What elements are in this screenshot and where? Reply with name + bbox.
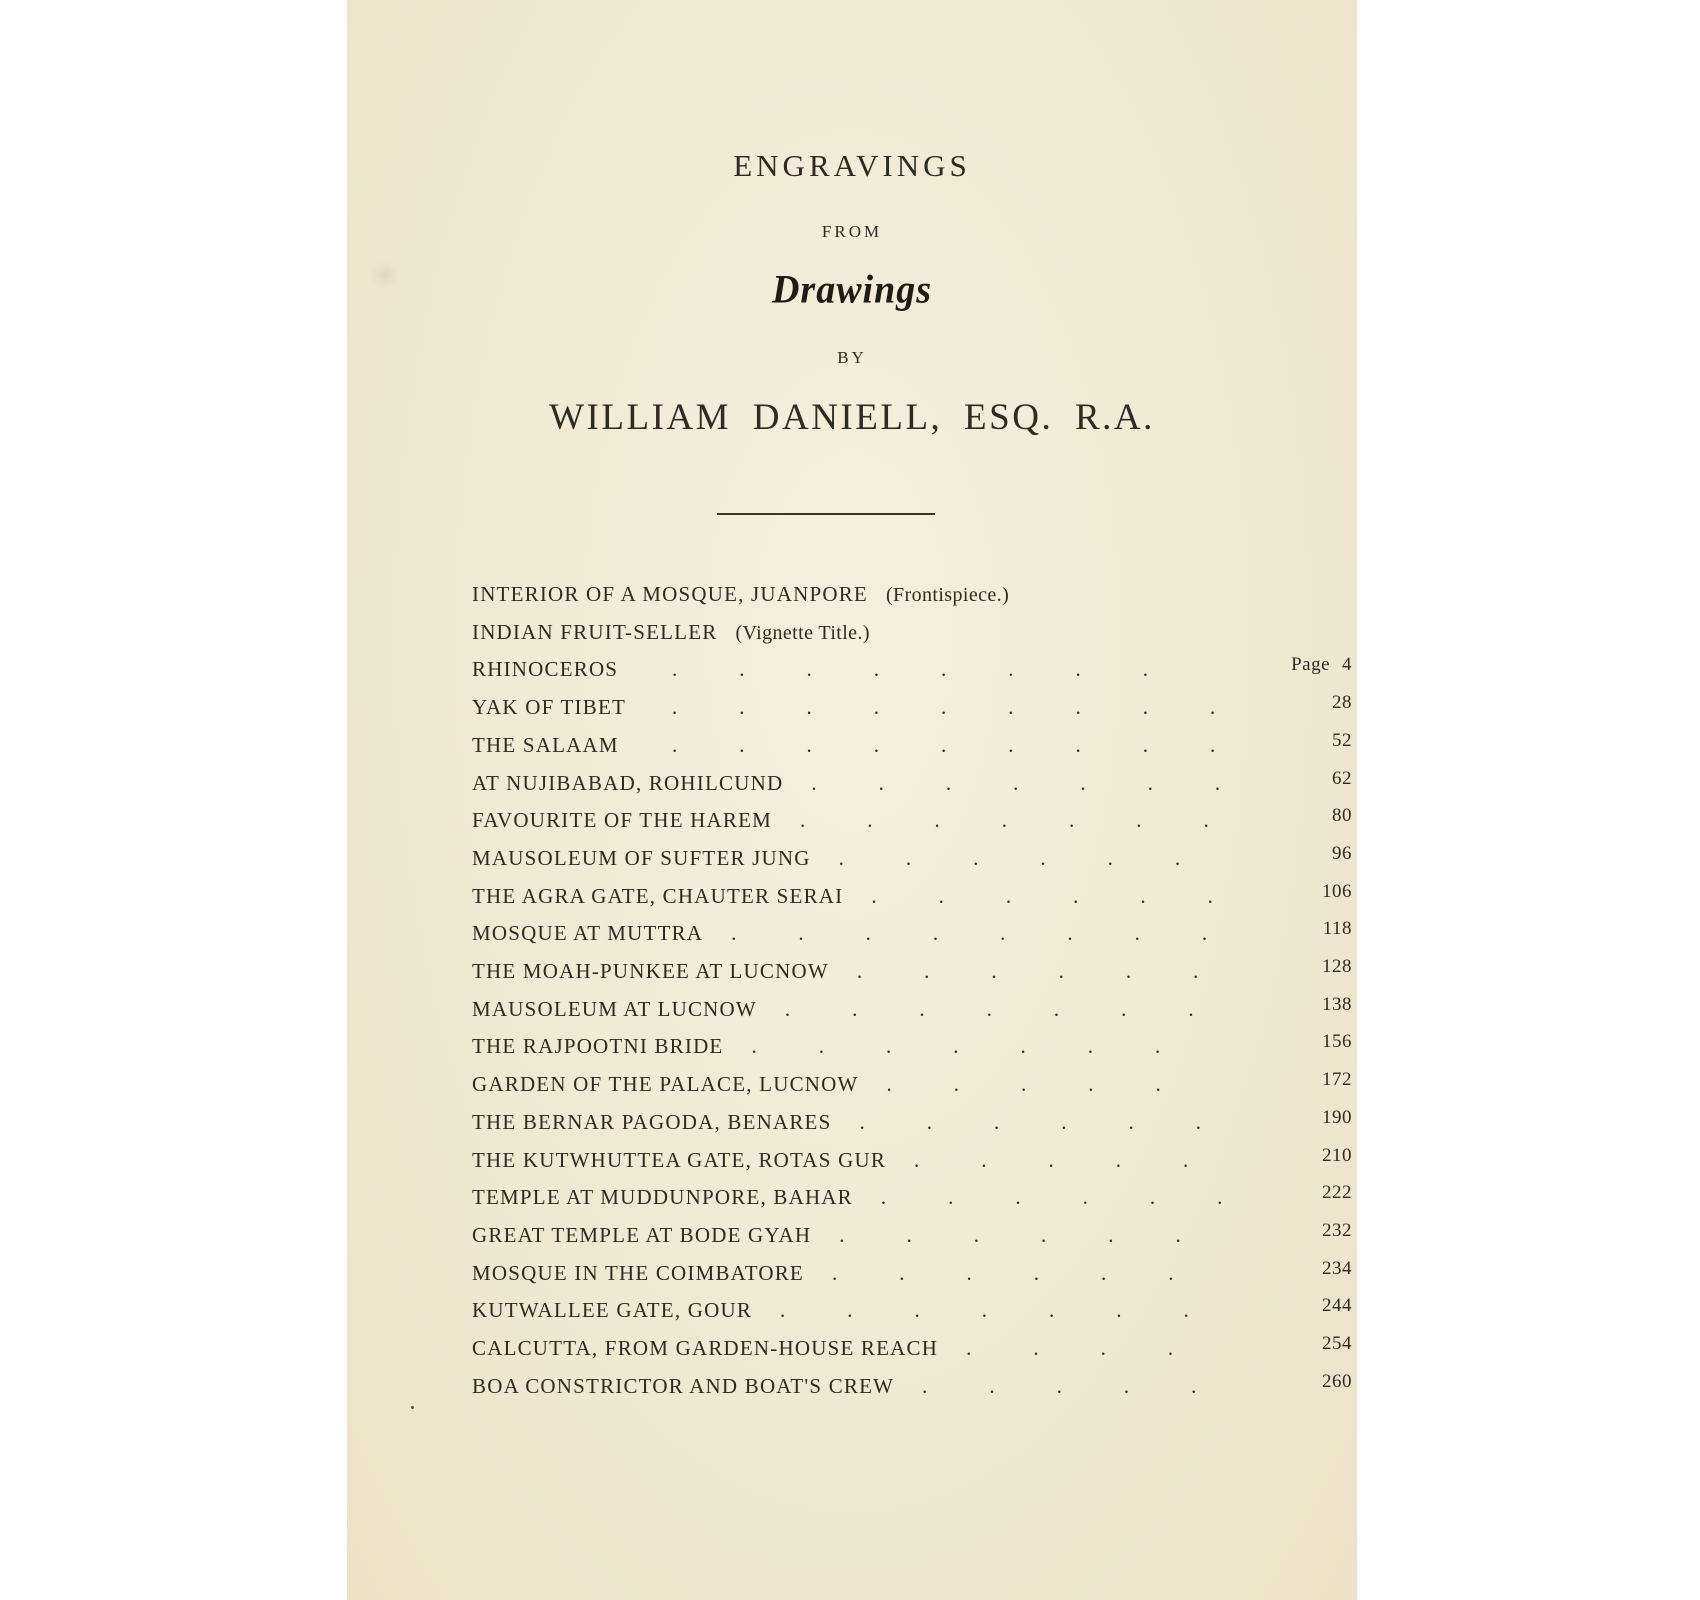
entry-title: YAK OF TIBET <box>472 695 627 719</box>
page-number-value: 172 <box>1322 1069 1352 1090</box>
list-item <box>472 582 1009 612</box>
page-number-value: 138 <box>1322 994 1352 1015</box>
page-number-value: 260 <box>1322 1371 1352 1392</box>
entry-page-number <box>1332 692 1352 714</box>
entry-title: THE AGRA GATE, CHAUTER SERAI <box>472 884 844 908</box>
list-item <box>472 884 1275 914</box>
entry-title: FAVOURITE OF THE HAREM <box>472 808 773 832</box>
leader-dots: ..... <box>914 1148 1251 1172</box>
list-item <box>472 1110 1263 1140</box>
page-label: Page <box>1291 654 1330 675</box>
entry-title: INDIAN FRUIT-SELLER <box>472 620 718 644</box>
leader-dots: ......... <box>672 733 1278 757</box>
entry-page-number <box>1322 1182 1352 1204</box>
leader-dots: ...... <box>839 1223 1243 1247</box>
book-page <box>347 0 1357 1600</box>
list-item <box>472 1374 1259 1404</box>
list-item <box>472 846 1243 876</box>
entry-page-number <box>1332 805 1352 827</box>
entry-title: MAUSOLEUM OF SUFTER JUNG <box>472 846 811 870</box>
list-item <box>472 620 870 650</box>
list-item <box>472 808 1271 838</box>
entry-title: MOSQUE AT MUTTRA <box>472 921 704 945</box>
entry-title: GREAT TEMPLE AT BODE GYAH <box>472 1223 812 1247</box>
list-item <box>472 959 1261 989</box>
entry-title: THE MOAH-PUNKEE AT LUCNOW <box>472 959 829 983</box>
entry-page-number <box>1322 1031 1352 1053</box>
heading-drawings: Drawings <box>771 267 933 313</box>
paper-speck <box>411 1406 414 1409</box>
page-number-value: 96 <box>1332 843 1352 864</box>
list-item <box>472 1185 1285 1215</box>
entry-page-number <box>1322 1069 1352 1091</box>
page-number-value: 62 <box>1332 768 1352 789</box>
leader-dots: ....... <box>811 771 1283 795</box>
list-item <box>472 1072 1223 1102</box>
entry-title: MOSQUE IN THE COIMBATORE <box>472 1261 804 1285</box>
leader-dots: ...... <box>859 1110 1263 1134</box>
entry-note: (Vignette Title.) <box>735 622 870 644</box>
list-item <box>472 921 1270 951</box>
leader-dots: ....... <box>800 808 1271 832</box>
entry-page-number <box>1332 730 1352 752</box>
entry-title: GARDEN OF THE PALACE, LUCNOW <box>472 1072 859 1096</box>
list-item <box>472 997 1256 1027</box>
page-number-value: 222 <box>1322 1182 1352 1203</box>
heading-by: BY <box>837 348 867 367</box>
leader-dots: ....... <box>751 1034 1223 1058</box>
entry-page-number <box>1322 1295 1352 1317</box>
entry-title: THE BERNAR PAGODA, BENARES <box>472 1110 832 1134</box>
page-number-value: 210 <box>1322 1145 1352 1166</box>
entry-title: THE KUTWHUTTEA GATE, ROTAS GUR <box>472 1148 887 1172</box>
entry-title: THE SALAAM <box>472 733 619 757</box>
entry-note: (Frontispiece.) <box>885 584 1010 606</box>
entry-page-number <box>1322 994 1352 1016</box>
leader-dots: ....... <box>780 1298 1251 1322</box>
entry-title: KUTWALLEE GATE, GOUR <box>472 1298 753 1322</box>
entry-page-number <box>1332 843 1352 865</box>
leader-dots: .... <box>966 1336 1236 1360</box>
page-number-value: 80 <box>1332 805 1352 826</box>
page-number-value: 244 <box>1322 1295 1352 1316</box>
entry-title: TEMPLE AT MUDDUNPORE, BAHAR <box>472 1185 853 1209</box>
page-number-value: 156 <box>1322 1031 1352 1052</box>
entry-title: MAUSOLEUM AT LUCNOW <box>472 997 757 1021</box>
entry-title: BOA CONSTRICTOR AND BOAT'S CREW <box>472 1374 895 1398</box>
entry-page-number <box>1322 881 1352 903</box>
leader-dots: ........ <box>731 921 1270 945</box>
page-number-value: 28 <box>1332 692 1352 713</box>
leader-dots: ...... <box>871 884 1275 908</box>
leader-dots: ..... <box>886 1072 1223 1096</box>
page-number-value: 254 <box>1322 1333 1352 1354</box>
entry-title: AT NUJIBABAD, ROHILCUND <box>472 771 784 795</box>
list-item <box>472 695 1278 725</box>
heading-from: FROM <box>821 222 883 241</box>
page-number-value: 232 <box>1322 1220 1352 1241</box>
heading-engravings: ENGRAVINGS <box>733 148 971 183</box>
heading-author: WILLIAM DANIELL, ESQ. R.A. <box>549 397 1155 438</box>
entry-page-number <box>1323 918 1352 940</box>
leader-dots: ...... <box>856 959 1261 983</box>
leader-dots: ........ <box>672 657 1210 681</box>
list-item <box>472 1261 1236 1291</box>
entry-title: THE RAJPOOTNI BRIDE <box>472 1034 724 1058</box>
entry-page-number <box>1322 1333 1352 1355</box>
list-item <box>472 733 1278 763</box>
leader-dots: ...... <box>838 846 1243 870</box>
divider-rule <box>717 513 935 515</box>
list-item <box>472 657 1210 687</box>
entry-page-number <box>1332 768 1352 790</box>
leader-dots: ...... <box>831 1261 1236 1285</box>
entry-page-number <box>1291 654 1352 676</box>
list-item <box>472 1298 1251 1328</box>
entry-page-number <box>1322 956 1352 978</box>
entry-title: CALCUTTA, FROM GARDEN-HOUSE REACH <box>472 1336 939 1360</box>
entry-page-number <box>1322 1220 1352 1242</box>
leader-dots: ......... <box>672 695 1278 719</box>
leader-dots: ....... <box>784 997 1256 1021</box>
entry-title: RHINOCEROS <box>472 657 619 681</box>
list-item <box>472 1148 1251 1178</box>
page-number-value: 128 <box>1322 956 1352 977</box>
entry-page-number <box>1322 1258 1352 1280</box>
entry-page-number <box>1322 1371 1352 1393</box>
entry-title: INTERIOR OF A MOSQUE, JUANPORE <box>472 582 868 606</box>
leader-dots: ..... <box>922 1374 1259 1398</box>
leader-dots: ...... <box>880 1185 1285 1209</box>
entry-page-number <box>1322 1145 1352 1167</box>
page-number-value: 234 <box>1322 1258 1352 1279</box>
page-number-value: 106 <box>1322 881 1352 902</box>
list-item <box>472 1223 1243 1253</box>
list-item <box>472 1336 1236 1366</box>
page-number-value: 118 <box>1322 918 1352 939</box>
entry-page-number <box>1322 1107 1352 1129</box>
list-item <box>472 1034 1223 1064</box>
list-item <box>472 771 1283 801</box>
page-number-value: 4 <box>1342 654 1352 675</box>
page-number-value: 52 <box>1332 730 1352 751</box>
page-number-value: 190 <box>1322 1107 1352 1128</box>
